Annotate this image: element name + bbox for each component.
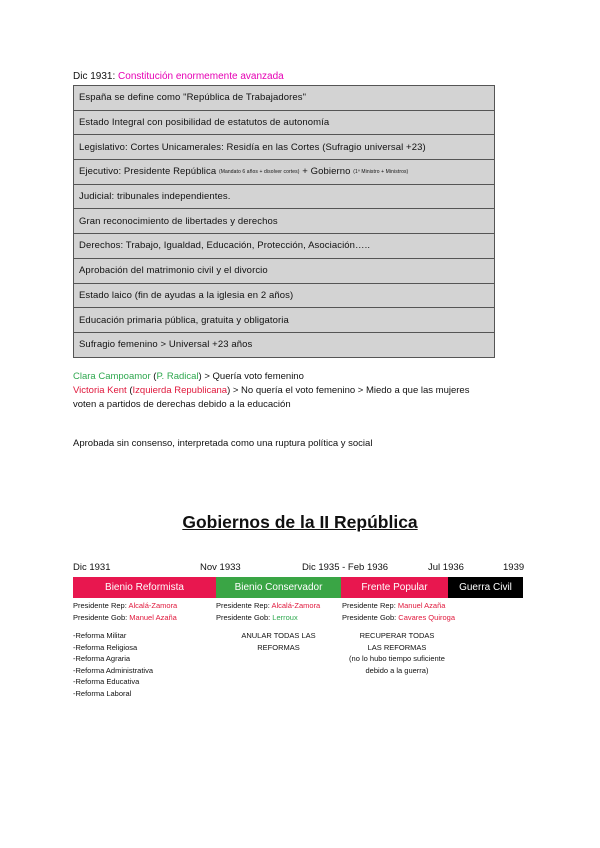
- row-text: Judicial: tribunales independientes.: [79, 191, 231, 203]
- recuperar-line: (no lo hubo tiempo suficiente: [349, 654, 445, 663]
- note-clara: Clara Campoamor (P. Radical) > Quería voto femenino: [73, 371, 304, 382]
- list-item: -Reforma Militar: [73, 631, 127, 640]
- pres-gob-label: Presidente Gob:: [73, 612, 128, 622]
- note-consenso: Aprobada sin consenso, interpretada como una ruptura política y social: [73, 438, 373, 449]
- anular-line: ANULAR TODAS LAS: [241, 631, 316, 640]
- row-text: Aprobación del matrimonio civil y el divorcio: [79, 265, 268, 277]
- reformas-list: [73, 630, 153, 699]
- row-text: Estado laico (fin de ayudas a la iglesia en 2 años): [79, 289, 294, 301]
- table-row: [73, 209, 495, 234]
- note-victoria: Victoria Kent (Izquierda Republicana) > No quería el voto femenino > Miedo a que las mujeres voten a partidos de derechas debido a la educación: [73, 385, 470, 410]
- pres-rep: Manuel Azaña: [397, 601, 446, 610]
- timeline-bar: [73, 577, 523, 598]
- constitution-table: [73, 85, 495, 358]
- ejecutivo-label: Ejecutivo: Presidente República: [79, 166, 217, 178]
- section-heading: [73, 71, 284, 82]
- victoria-text: > No quería el voto femenino > Miedo a que las mujeres: [232, 385, 470, 396]
- table-row-ejecutivo: [73, 160, 495, 185]
- row-text: Legislativo: Cortes Unicamerales: Residía en las Cortes (Sufragio universal +23): [79, 141, 426, 153]
- segment-bienio-conservador: Bienio Conservador: [216, 577, 341, 598]
- segment-guerra-civil: Guerra Civil: [448, 577, 523, 598]
- clara-text: > Quería voto femenino: [204, 371, 304, 382]
- timeline-date: 1939: [503, 562, 525, 573]
- pres-gob: Lerroux: [272, 612, 298, 622]
- pres-gob: Cavares Quiroga: [398, 612, 455, 622]
- victoria-party: Izquierda Republicana: [132, 385, 228, 396]
- presidents-conservador: [216, 600, 320, 623]
- recuperar-block: [342, 630, 452, 676]
- victoria-text-2: voten a partidos de derechas debido a la educación: [73, 399, 291, 410]
- heading-highlight: Constitución enormemente avanzada: [118, 71, 284, 82]
- timeline-date: Dic 1935 - Feb 1936: [302, 562, 389, 573]
- pres-rep: Alcalá-Zamora: [271, 601, 321, 610]
- segment-bienio-reformista: Bienio Reformista: [73, 577, 216, 598]
- row-text: Sufragio femenino > Universal +23 años: [79, 339, 253, 351]
- table-row: [73, 234, 495, 259]
- table-row: [73, 284, 495, 309]
- victoria-name: Victoria Kent: [73, 385, 127, 396]
- list-item: -Reforma Laboral: [73, 688, 132, 698]
- table-row: [73, 111, 495, 136]
- recuperar-line: RECUPERAR TODAS: [359, 631, 435, 640]
- row-text: España se define como "República de Trabajadores": [79, 92, 307, 104]
- recuperar-line: LAS REFORMAS: [367, 642, 427, 652]
- row-text: Derechos: Trabajo, Igualdad, Educación, Protección, Asociación…..: [79, 240, 371, 252]
- pres-rep-label: Presidente Rep:: [342, 601, 396, 610]
- segment-frente-popular: Frente Popular: [341, 577, 448, 598]
- table-row: [73, 135, 495, 160]
- pres-rep: Alcalá-Zamora: [128, 601, 178, 610]
- pres-rep-label: Presidente Rep:: [73, 601, 127, 610]
- anular-line: REFORMAS: [257, 642, 300, 652]
- clara-party: P. Radical: [156, 371, 199, 382]
- list-item: -Reforma Administrativa: [73, 665, 154, 675]
- recuperar-line: debido a la guerra): [365, 665, 429, 675]
- table-row: [73, 333, 495, 358]
- timeline-date: Dic 1931: [73, 562, 111, 573]
- heading-date: Dic 1931:: [73, 71, 116, 82]
- anular-block: [216, 630, 341, 653]
- timeline-date: Nov 1933: [200, 562, 241, 573]
- row-text: Estado Integral con posibilidad de estatutos de autonomía: [79, 117, 330, 129]
- list-item: -Reforma Educativa: [73, 677, 140, 686]
- table-row: [73, 86, 495, 111]
- row-text: Educación primaria pública, gratuita y obligatoria: [79, 314, 289, 326]
- presidents-frente-popular: [342, 600, 455, 623]
- clara-name: Clara Campoamor: [73, 371, 151, 382]
- presidents-reformista: [73, 600, 177, 623]
- list-item: -Reforma Religiosa: [73, 642, 138, 652]
- timeline-date: Jul 1936: [428, 562, 464, 573]
- timeline-title: Gobiernos de la II República: [182, 512, 418, 532]
- pres-gob-label: Presidente Gob:: [216, 612, 271, 622]
- pres-gob-label: Presidente Gob:: [342, 612, 397, 622]
- row-text: Gran reconocimiento de libertades y derechos: [79, 215, 278, 227]
- ejecutivo-ministros: (1º Ministro + Ministros): [353, 168, 409, 175]
- pres-rep-label: Presidente Rep:: [216, 601, 270, 610]
- ejecutivo-gobierno: + Gobierno: [302, 166, 351, 178]
- ejecutivo-mandato: (Mandato 6 años + disolver cortes): [218, 168, 300, 175]
- list-item: -Reforma Agraria: [73, 654, 131, 663]
- table-row: [73, 308, 495, 333]
- table-row: [73, 259, 495, 284]
- pres-gob: Manuel Azaña: [129, 612, 177, 622]
- table-row: [73, 185, 495, 210]
